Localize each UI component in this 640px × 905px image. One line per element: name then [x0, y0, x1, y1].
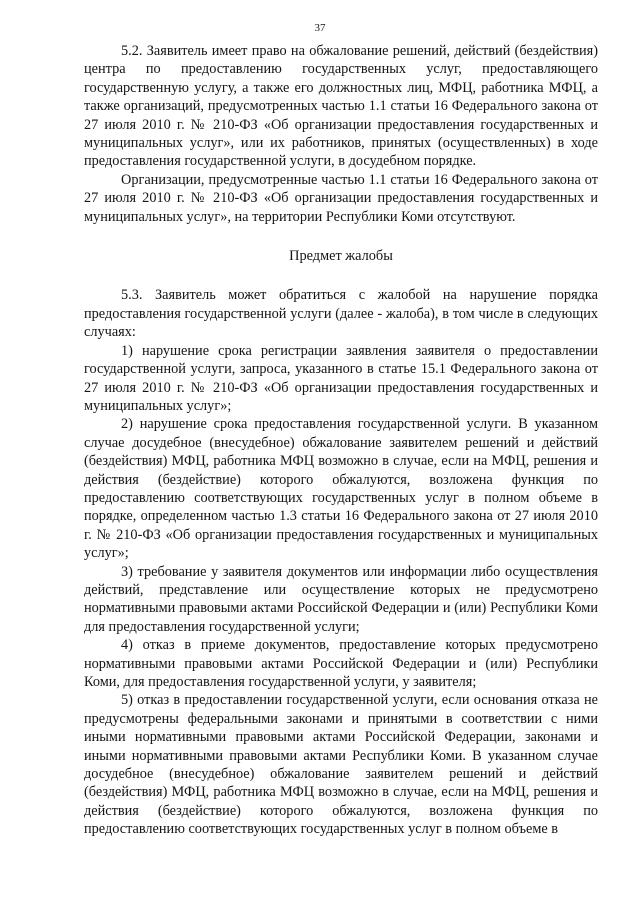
list-item-3: 3) требование у заявителя документов или информации либо осуществления действий, представление или осуществление которых не предусмотрено нормативными правовыми актами Российской Федерации и (или) Республики Коми для предоставления государственной услуги;: [84, 563, 598, 635]
paragraph-5-2: 5.2. Заявитель имеет право на обжалование решений, действий (бездействия) центра по предоставлению государственных услуг, предоставляющего государственную услугу, а также его должностных лиц, МФЦ, работника МФЦ, а также организаций, предусмотренных частью 1.1 статьи 16 Федерального закона от 27 июля 2010 г. № 210-ФЗ «Об организации предоставления государственных и муниципальных услуг», или их работников, принятых (осуществленных) в ходе предоставления государственной услуги, в досудебном порядке.: [84, 43, 598, 170]
paragraph-5-3-intro: 5.3. Заявитель может обратиться с жалобой на нарушение порядка предоставления государственной услуги (далее - жалоба), в том числе в следующих случаях:: [84, 287, 598, 341]
page-number: 37: [314, 22, 326, 34]
list-item-5: 5) отказ в предоставлении государственной услуги, если основания отказа не предусмотрены федеральными законами и принятыми в соответствии с ними иными нормативными правовыми актами Российской Федерации, законами и иными нормативными правовыми актами Республики Коми. В указанном случае досудебное (внесудебное) обжалование заявителем решений и действий (бездействия) МФЦ, работника МФЦ возможно в случае, если на МФЦ, решения и действия (бездействие) которого обжалуются, возложена функция по предоставлению соответствующих государственных услуг в полном объеме в: [84, 692, 598, 838]
section-heading: Предмет жалобы: [289, 248, 393, 265]
list-item-2: 2) нарушение срока предоставления государственной услуги. В указанном случае досудебное (внесудебное) обжалование заявителем решений и действий (бездействия) МФЦ, работника МФЦ возможно в случае, если на МФЦ, решения и действия (бездействие) которого обжалуются, возложена функция по предоставлению соответствующих государственных услуг в полном объеме в порядке, определенном частью 1.3 статьи 16 Федерального закона от 27 июля 2010 г. № 210-ФЗ «Об организации предоставления государственных и муниципальных услуг»;: [84, 416, 598, 562]
document-body: [84, 42, 598, 839]
list-item-1: 1) нарушение срока регистрации заявления заявителя о предоставлении государственной услуги, запроса, указанного в статье 15.1 Федерального закона от 27 июля 2010 г. № 210-ФЗ «Об организации предоставления государственных и муниципальных услуг»;: [84, 342, 598, 414]
paragraph-organizations: Организации, предусмотренные частью 1.1 статьи 16 Федерального закона от 27 июля 2010 г. № 210-ФЗ «Об организации предоставления государственных и муниципальных услуг», на территории Республики Коми отсутствуют.: [84, 171, 598, 225]
list-item-4: 4) отказ в приеме документов, предоставление которых предусмотрено нормативными правовыми актами Российской Федерации и (или) Республики Коми, для предоставления государственной услуги, у заявителя;: [84, 637, 598, 690]
